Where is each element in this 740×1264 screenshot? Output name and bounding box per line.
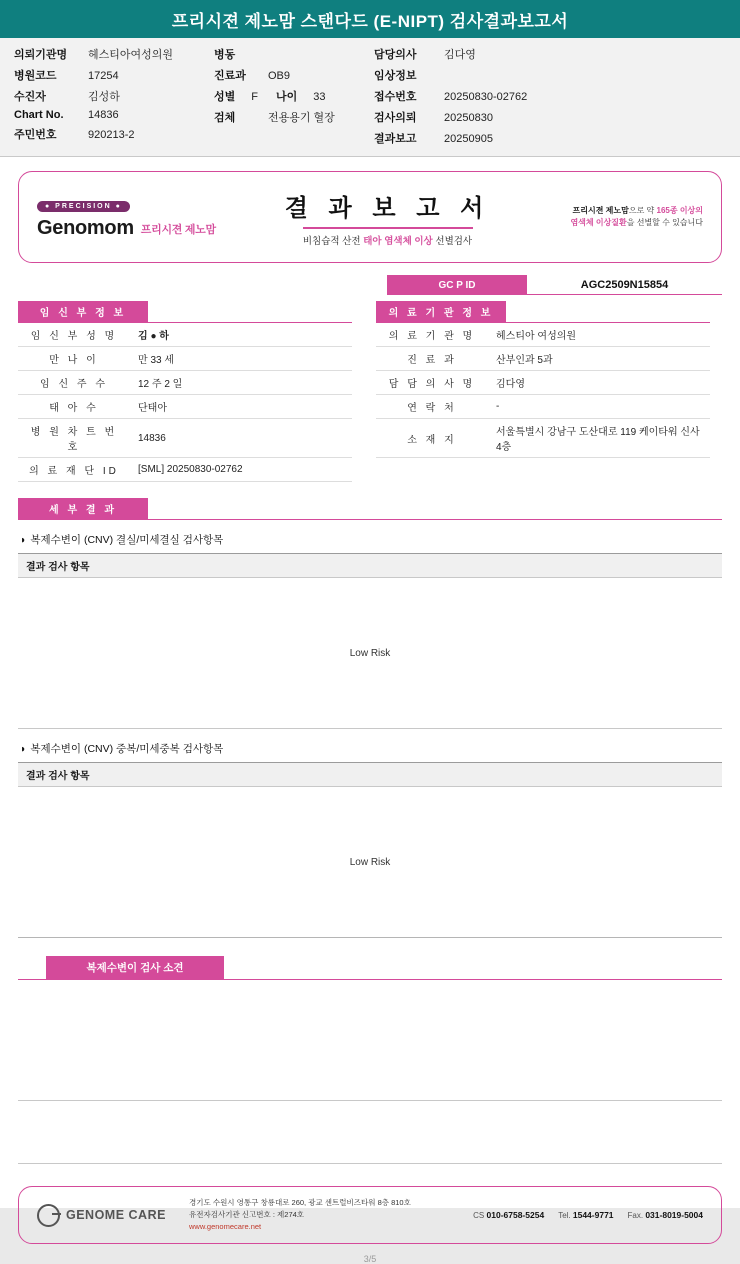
opinion-section-title: 복제수변이 검사 소견 [46,956,224,979]
row-key: 의 료 재 단 ID [18,458,130,482]
page-title: 프리시젼 제노맘 스탠다드 (E-NIPT) 검사결과보고서 [0,0,740,38]
patient-header [0,38,740,157]
contact-value: 031-8019-5004 [645,1210,703,1220]
contact-cs [473,1210,544,1220]
field-label: 검체 [214,112,236,124]
field-value: 김다영 [444,49,476,61]
table-row [376,323,710,347]
contact-label: Tel. [558,1211,571,1220]
subtitle-post: 선별검사 [432,235,473,247]
gcp-id-value: AGC2509N15854 [527,275,722,295]
detail-block-1-table [18,553,722,578]
contact-value: 010-6758-5254 [486,1210,545,1220]
opinion-section [18,956,722,1164]
page-footer [18,1186,722,1244]
detail-block-2-result: Low Risk [18,787,722,938]
field-label: 성별 [214,91,236,103]
bullet-label: 복제수변이 (CNV) 결실/미세결실 검사항목 [30,534,224,546]
footer-url[interactable]: www.genomecare.net [189,1222,262,1231]
field-value: 20250905 [444,133,493,145]
row-key: 태 아 수 [18,395,130,419]
contact-value: 1544-9771 [572,1210,614,1220]
field-label: 수진자 [14,91,46,103]
opinion-body [18,980,722,1101]
patient-field [374,67,674,83]
field-value: 14836 [88,109,119,121]
table-row [376,371,710,395]
note-disease: 염색체 이상질환 [570,218,627,227]
field-value: 33 [313,91,326,103]
brand-note-line2 [523,217,703,229]
brand-note-line1 [523,205,703,217]
pregnant-info-section [18,301,352,482]
note-tail: 을 선별할 수 있습니다 [626,218,703,227]
patient-header-col-2 [214,46,374,146]
bullet-icon: ◗ [20,534,27,546]
row-key: 병 원 차 트 번 호 [18,419,130,458]
field-label: 병원코드 [14,70,57,82]
hospital-info-title: 의 료 기 관 정 보 [376,301,506,322]
report-heading [252,188,523,247]
contact-tel [558,1210,613,1220]
row-key: 소 재 지 [376,419,488,458]
row-value: 헤스티아 여성의원 [488,323,710,347]
hospital-info-section [376,301,710,482]
patient-field [214,67,374,83]
brand-name: Genomom [37,216,134,239]
row-value: 김 ● 하 [130,323,352,347]
report-sheet [18,171,722,1164]
heading-divider [303,227,473,229]
detail-section-title: 세 부 결 과 [18,498,148,519]
subtitle-highlight: 태아 염색체 이상 [363,235,433,247]
field-value: 김성하 [88,91,120,103]
table-row [18,371,352,395]
table-header-row [18,554,722,578]
patient-field [214,109,374,125]
detail-block-2-table [18,762,722,787]
row-value: 단태아 [130,395,352,419]
field-label: 주민번호 [14,129,57,141]
patient-field [14,109,214,121]
field-label: 담당의사 [374,49,417,61]
patient-field [374,88,674,104]
detail-section [18,498,722,938]
row-value: 서울특별시 강남구 도산대로 119 케이타워 신사 4층 [488,419,710,458]
field-value: 헤스티아여성의원 [88,49,174,61]
pregnant-info-title: 임 신 부 정 보 [18,301,148,322]
contact-fax [628,1210,703,1220]
table-row [18,395,352,419]
patient-field [14,67,214,83]
row-key: 담 담 의 사 명 [376,371,488,395]
brand-banner [18,171,722,263]
brand-note [523,205,703,229]
section-divider [18,519,722,520]
table-header-row [18,763,722,787]
row-key: 임 신 주 수 [18,371,130,395]
footer-contacts [433,1210,703,1220]
field-value: 17254 [88,70,119,82]
hospital-info-table [376,323,710,458]
row-key: 임 신 부 성 명 [18,323,130,347]
table-row [18,323,352,347]
row-key: 의 료 기 관 명 [376,323,488,347]
genome-care-name: GENOME CARE [66,1208,166,1222]
field-label: 나이 [276,91,298,103]
column-header: 결과 검사 항목 [18,763,722,787]
row-value: 만 33 세 [130,347,352,371]
patient-header-col-3 [374,46,674,146]
report-heading-subtitle [252,233,523,247]
patient-field [374,130,674,146]
report-heading-title: 결 과 보 고 서 [284,194,491,222]
field-value: 20250830 [444,112,493,124]
note-count: 165종 이상의 [656,206,703,215]
row-key: 진 료 과 [376,347,488,371]
field-label: 검사의뢰 [374,112,417,124]
field-value: 20250830-02762 [444,91,528,103]
table-row [18,458,352,482]
field-value: 920213-2 [88,129,135,141]
field-label: 진료과 [214,70,246,82]
gcp-id-row [387,275,722,295]
detail-block-1-bullet [20,532,722,547]
row-value: 산부인과 5과 [488,347,710,371]
pregnant-info-table [18,323,352,482]
row-value: - [488,395,710,419]
subtitle-pre: 비침습적 산전 [302,235,364,247]
row-value: 12 주 2 일 [130,371,352,395]
patient-field [214,46,374,62]
row-value: 14836 [130,419,352,458]
field-value: F [251,91,258,103]
field-value: 전용용기 혈장 [268,112,335,124]
patient-field [374,46,674,62]
field-label: 의뢰기관명 [14,49,68,61]
detail-block-2-bullet [20,741,722,756]
precision-badge: ● PRECISION ● [37,201,130,212]
page-number: 3/5 [363,1254,377,1264]
brand-name-wrap [37,217,252,240]
row-value: 김다영 [488,371,710,395]
address-line-1: 경기도 수원시 영통구 창룡대로 260, 광교 센트럴비즈타워 8층 810호 [189,1198,411,1207]
table-row [376,395,710,419]
table-row [376,419,710,458]
field-value: OB9 [268,70,291,82]
patient-field [374,109,674,125]
bullet-icon: ◗ [20,743,27,755]
info-area [18,301,722,482]
field-label: 임상정보 [374,70,417,82]
note-brand: 프리시젼 제노맘 [572,206,629,215]
row-key: 만 나 이 [18,347,130,371]
field-label: 접수번호 [374,91,417,103]
patient-field [214,88,374,104]
contact-label: Fax. [627,1211,644,1220]
opinion-body-extra [18,1101,722,1164]
table-row [18,419,352,458]
row-key: 연 락 처 [376,395,488,419]
brand-name-korean: 프리시젼 제노맘 [140,223,216,236]
field-label: Chart No. [14,109,64,121]
note-rest: 으로 약 [628,206,657,215]
genome-care-mark-icon [37,1204,60,1227]
detail-block-1-result: Low Risk [18,578,722,729]
bullet-label: 복제수변이 (CNV) 중복/미세중복 검사항목 [30,743,224,755]
table-row [18,347,352,371]
field-label: 병동 [214,49,236,61]
row-value: [SML] 20250830-02762 [130,458,352,482]
brand-logo [37,195,252,240]
patient-field [14,126,214,142]
table-row [376,347,710,371]
contact-label: CS [473,1211,485,1220]
gcp-id-label: GC P ID [387,275,527,295]
field-label: 결과보고 [374,133,417,145]
address-line-2: 유전자검사기관 신고번호 : 제274호 [189,1210,305,1219]
patient-field [14,46,214,62]
patient-field [14,88,214,104]
footer-address [189,1197,433,1233]
genome-care-logo [37,1204,189,1227]
patient-header-col-1 [14,46,214,146]
column-header: 결과 검사 항목 [18,554,722,578]
